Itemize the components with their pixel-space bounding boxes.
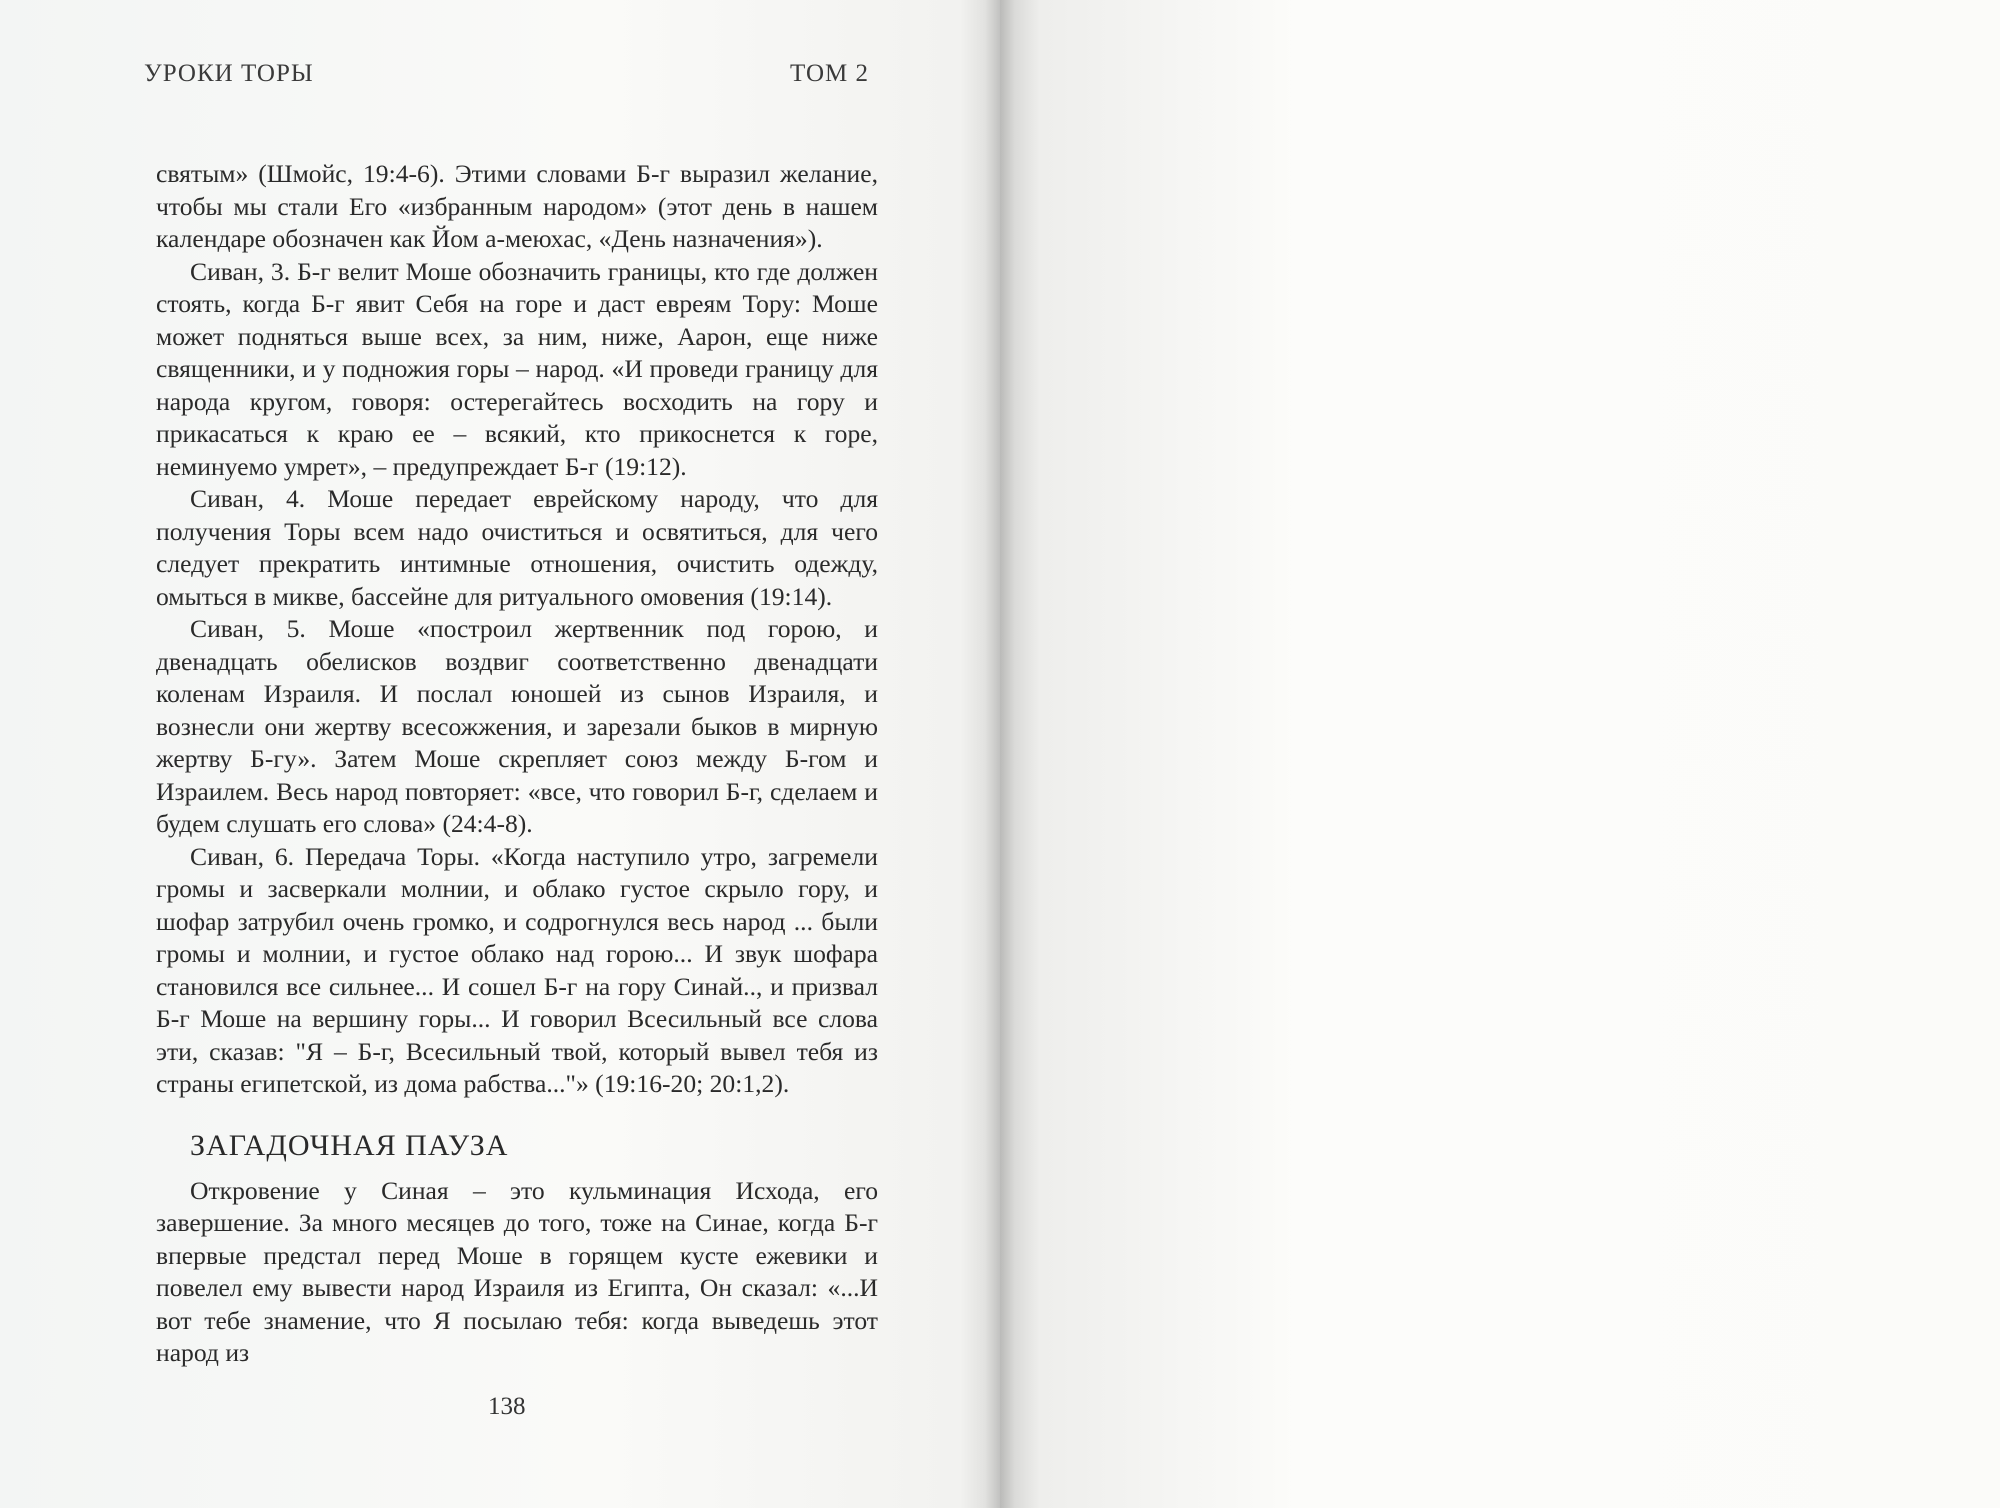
- paragraph: святым» (Шмойс, 19:4-6). Этими словами Б-г выразил желание, чтобы мы стали Его «избранным народом» (этот день в нашем календаре обозначен как Йом а-меюхас, «День назначения»).: [156, 159, 878, 253]
- right-page: [1000, 0, 2000, 1508]
- paragraph: Сиван, 6. Передача Торы. «Когда наступило утро, загремели громы и засверкали молнии, и облако густое скрыло гору, и шофар затрубил очень громко, и содрогнулся весь народ ... были громы и молнии, и густое облако над горою... И звук шофара становился все сильнее... И сошел Б-г на гору Синай.., и призвал Б-г Моше на вершину горы... И говорил Всесильный все слова эти, сказав: "Я – Б-г, Всесильный твой, который вывел тебя из страны египетской, из дома рабства..."» (19:16-20; 20:1,2).: [156, 841, 878, 1098]
- left-text-block: [156, 158, 878, 1370]
- paragraph: Сиван, 3. Б-г велит Моше обозначить границы, кто где должен стоять, когда Б-г явит Себя на горе и даст евреям Тору: Моше может подняться выше всех, за ним, ниже, Аарон, еще ниже священники, и у подножия горы – народ. «И проведи границу для народа кругом, говоря: остерегайтесь восходить на гору и прикасаться к краю ее – всякий, кто прикоснется к горе, неминуемо умрет», – предупреждает Б-г (19:12).: [156, 256, 878, 481]
- paragraph: Откровение у Синая – это кульминация Исхода, его завершение. За много месяцев до того, тоже на Синае, когда Б-г впервые предстал перед Моше в горящем кусте ежевики и повелел ему вывести народ Израиля из Египта, Он сказал: «...И вот тебе знамение, что Я посылаю тебя: когда выведешь этот народ из: [156, 1175, 878, 1367]
- section-heading: ЗАГАДОЧНАЯ ПАУЗА: [190, 1128, 509, 1162]
- paragraph: Сиван, 4. Моше передает еврейскому народу, что для получения Торы всем надо очиститься и освятиться, для чего следует прекратить интимные отношения, очистить одежду, омыться в микве, бассейне для ритуального омовения (19:14).: [156, 484, 878, 611]
- paragraph: Сиван, 5. Моше «построил жертвенник под горою, и двенадцать обелисков воздвиг соответственно двенадцати коленам Израиля. И послал юношей из сынов Израиля, и вознесли они жертву всесожжения, и зарезали быков в мирную жертву Б-гу». Затем Моше скрепляет союз между Б-гом и Израилем. Весь народ повторяет: «все, что говорил Б-г, сделаем и будем слушать его слова» (24:4-8).: [156, 614, 878, 838]
- running-head-volume: ТОМ 2: [790, 60, 869, 87]
- running-head-book-title: УРОКИ ТОРЫ: [144, 60, 314, 87]
- page-number-left: 138: [488, 1393, 526, 1420]
